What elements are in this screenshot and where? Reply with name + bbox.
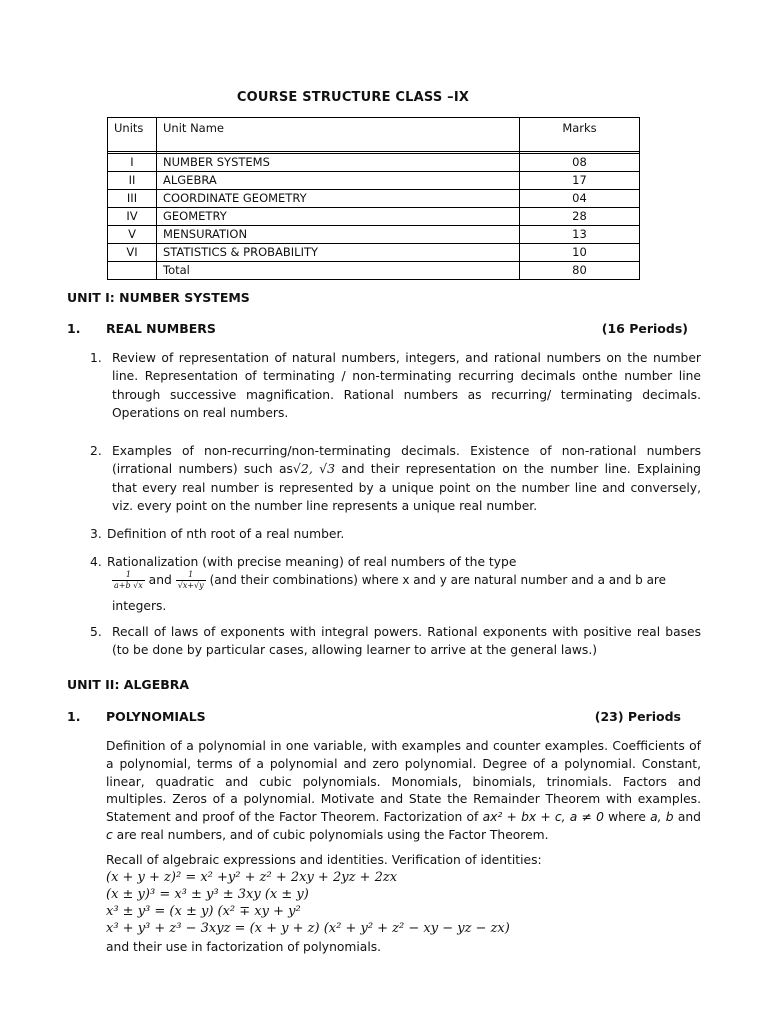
- unit1-item-1: Review of representation of natural numbers, integers, and rational numbers on the number line. Representation of terminating / non-terminating recurring decimals onthe number line through successive magnification. Rational numbers as recurring/ terminating decimals. Operations on real numbers.: [112, 351, 701, 421]
- unit1-item-4-line2: $\frac{1}{a+b √x}$ and $\frac{1}{√x+√y}$ (and their combinations) where x and y are natural number and a and b are: [114, 570, 666, 590]
- polynomials-paragraph: Definition of a polynomial in one variable, with examples and counter examples. Coefficients of a polynomial, terms of a polynomial and zero polynomial. Degree of a polynomial. Constant, linear, quadratic and cubic polynomials. Monomials, binomials, trinomials. Factors and multiples. Zeros of a polynomial. Motivate and State the Remainder Theorem with examples. Statement and proof of the Factor Theorem. Factorization of ax² + bx + c, a ≠ 0 where a, b and c are real numbers, and of cubic polynomials using the Factor Theorem.: [106, 739, 701, 842]
- marks-cell: 17: [520, 172, 640, 190]
- identity-1: (x + y + z)² = x² +y² + z² + 2xy + 2yz + 2zx: [106, 870, 398, 885]
- unit1-item-4-line1: Rationalization (with precise meaning) of real numbers of the type: [107, 555, 517, 569]
- table-row: [108, 208, 640, 226]
- identity-4: x³ + y³ + z³ − 3xyz = (x + y + z) (x² + y² + z² − xy − yz − zx): [106, 921, 510, 936]
- table-row: [108, 172, 640, 190]
- unit1-item-4-line3: integers.: [112, 599, 167, 613]
- identities-intro: Recall of algebraic expressions and identities. Verification of identities:: [106, 853, 542, 867]
- table-total-row: [108, 262, 640, 280]
- identities-closing: and their use in factorization of polynomials.: [106, 940, 382, 954]
- unit-name-cell: COORDINATE GEOMETRY: [157, 190, 520, 208]
- item-number: 3.: [90, 527, 102, 541]
- unit-cell: IV: [108, 208, 157, 226]
- unit-name-cell: GEOMETRY: [157, 208, 520, 226]
- unit-name-cell: MENSURATION: [157, 226, 520, 244]
- total-marks: 80: [520, 262, 640, 280]
- identity-3: x³ ± y³ = (x ± y) (x² ∓ xy + y²: [106, 904, 301, 919]
- unit1-topic-title: REAL NUMBERS: [106, 321, 216, 336]
- identity-2: (x ± y)³ = x³ ± y³ ± 3xy (x ± y): [106, 887, 309, 902]
- unit1-item-3: Definition of nth root of a real number.: [107, 527, 345, 541]
- page-title: COURSE STRUCTURE CLASS –IX: [236, 90, 470, 105]
- marks-cell: 08: [520, 154, 640, 172]
- item-number: 5.: [90, 625, 102, 639]
- marks-cell: 10: [520, 244, 640, 262]
- unit-name-cell: STATISTICS & PROBABILITY: [157, 244, 520, 262]
- unit-cell: I: [108, 154, 157, 172]
- marks-cell: 04: [520, 190, 640, 208]
- unit2-topic-title: POLYNOMIALS: [106, 709, 206, 724]
- unit-cell: VI: [108, 244, 157, 262]
- item-number: 2.: [90, 444, 102, 458]
- unit1-item-5: Recall of laws of exponents with integral powers. Rational exponents with positive real bases (to be done by particular cases, allowing learner to arrive at the general laws.): [112, 625, 701, 658]
- unit-name-cell: NUMBER SYSTEMS: [157, 154, 520, 172]
- unit1-heading: UNIT I: NUMBER SYSTEMS: [67, 290, 250, 305]
- table-row: [108, 244, 640, 262]
- marks-cell: 13: [520, 226, 640, 244]
- marks-cell: 28: [520, 208, 640, 226]
- unit-name-cell: ALGEBRA: [157, 172, 520, 190]
- unit2-heading: UNIT II: ALGEBRA: [67, 677, 190, 692]
- table-header-row: [108, 118, 640, 152]
- table-row: [108, 154, 640, 172]
- header-unit-name: Unit Name: [157, 118, 520, 152]
- table-row: [108, 226, 640, 244]
- item-number: 4.: [90, 555, 102, 569]
- unit1-item-2: Examples of non-recurring/non-terminating decimals. Existence of non-rational numbers (irrational numbers) such as√2, √3 and their representation on the number line. Explaining that every real number is represented by a unique point on the number line and conversely, viz. every point on the number line represents a unique real number.: [112, 444, 701, 514]
- total-label: Total: [157, 262, 520, 280]
- header-marks: Marks: [520, 118, 640, 152]
- root-expression: √2, √3: [292, 461, 336, 477]
- unit2-periods: (23) Periods: [594, 709, 681, 724]
- unit1-periods: (16 Periods): [601, 321, 688, 336]
- unit-cell: [108, 262, 157, 280]
- fraction-2: $\frac{1}{√x+√y}$: [177, 570, 204, 590]
- unit-cell: II: [108, 172, 157, 190]
- unit1-topic-number: 1.: [67, 321, 81, 336]
- unit-cell: V: [108, 226, 157, 244]
- unit-cell: III: [108, 190, 157, 208]
- course-structure-table: [107, 117, 640, 280]
- fraction-1: $\frac{1}{a+b √x}$: [114, 570, 143, 590]
- item-number: 1.: [90, 351, 102, 365]
- unit2-topic-number: 1.: [67, 709, 81, 724]
- header-units: Units: [108, 118, 157, 152]
- table-row: [108, 190, 640, 208]
